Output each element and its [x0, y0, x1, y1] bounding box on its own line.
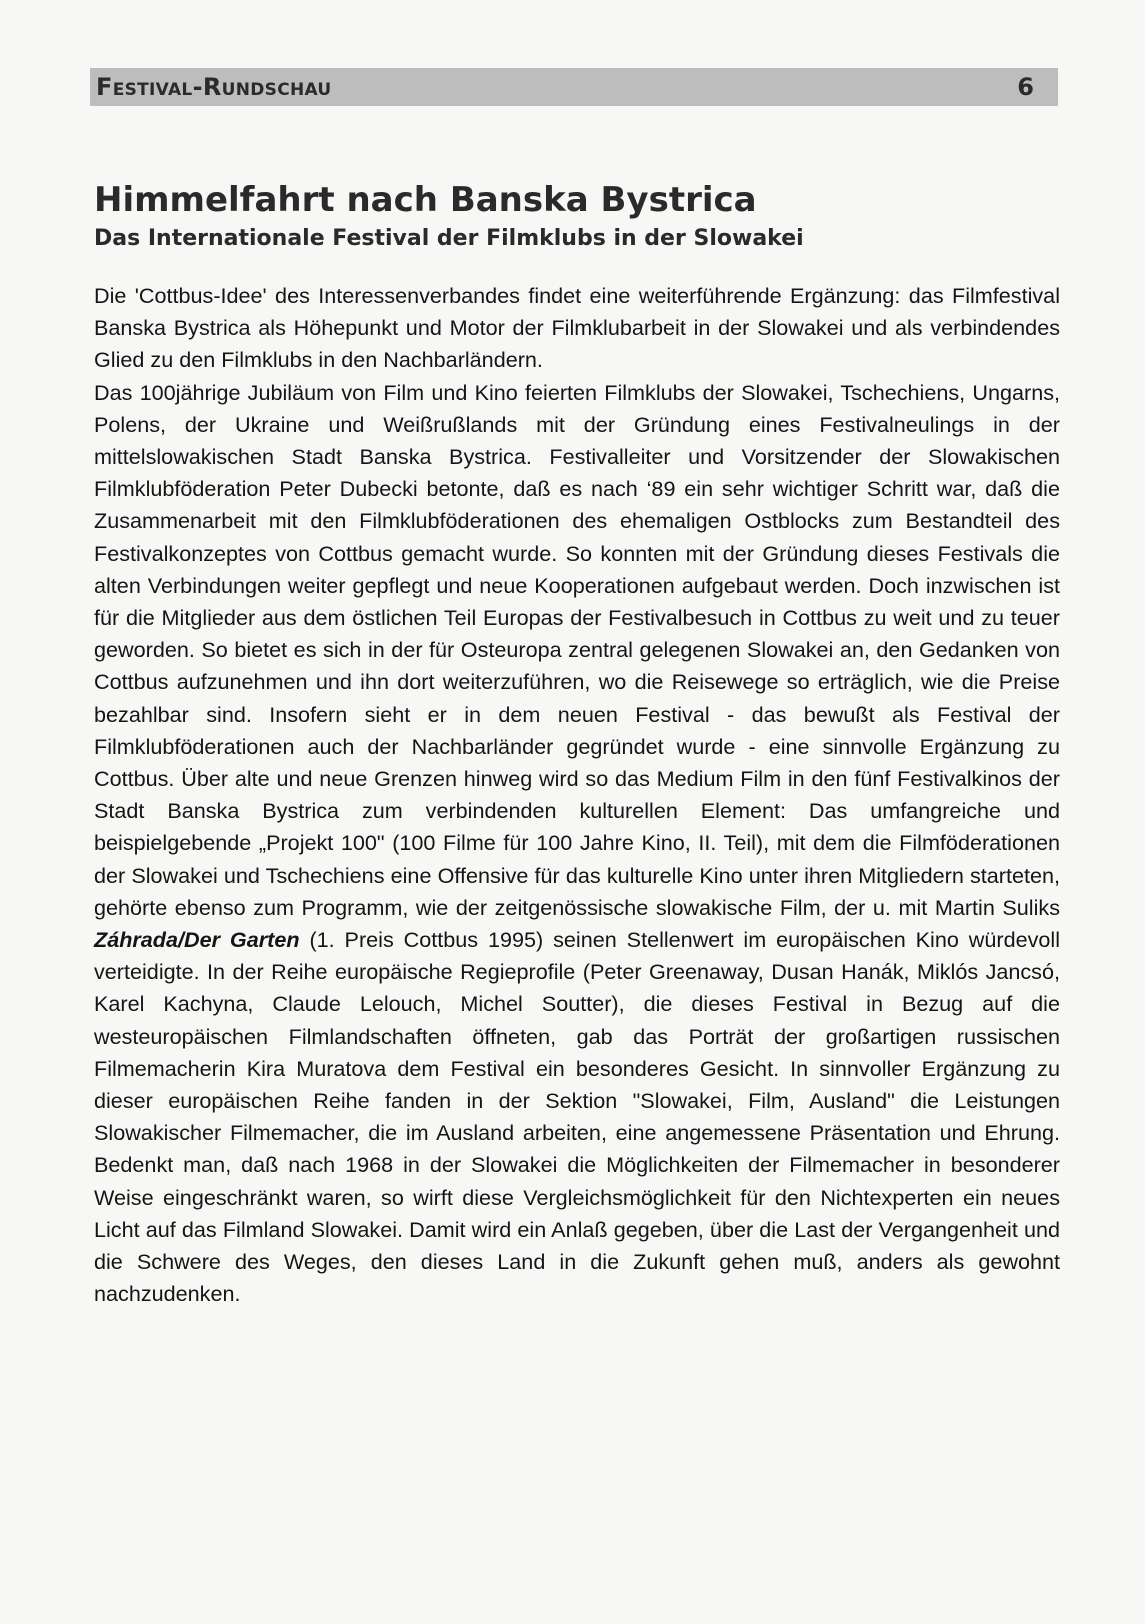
- section-title: Festival-Rundschau: [96, 73, 332, 101]
- page-header-bar: [90, 68, 1058, 106]
- article-body: [94, 280, 1060, 1311]
- paragraph-text: (1. Preis Cottbus 1995) seinen Stellenwert im europäischen Kino würdevoll verteidigte. In der Reihe europäische Regieprofile (Peter Greenaway, Dusan Hanák, Miklós Jancsó, Karel Kachyna, Claude Lelouch, Michel Soutter), die dieses Festival in Bezug auf die westeuropäischen Filmlandschaften öffneten, gab das Porträt der großartigen russischen Filmemacherin Kira Muratova dem Festival ein besonderes Gesicht. In sinnvoller Ergänzung zu dieser europäischen Reihe fanden in der Sektion "Slowakei, Film, Ausland" die Leistungen Slowakischer Filmemacher, die im Ausland arbeiten, eine angemessene Präsentation und Ehrung. Bedenkt man, daß nach 1968 in der Slowakei die Möglichkeiten der Filmemacher in besonderer Weise eingeschränkt waren, so wirft diese Vergleichsmöglichkeit für den Nichtexperten ein neues Licht auf das Filmland Slowakei. Damit wird ein Anlaß gegeben, über die Last der Vergangenheit und die Schwere des Weges, den dieses Land in die Zukunft gehen muß, anders als gewohnt nachzudenken.: [94, 927, 1061, 1307]
- film-title: Záhrada/Der Garten: [94, 927, 300, 953]
- paragraph: [94, 377, 1060, 1311]
- article-title: Himmelfahrt nach Banska Bystrica: [94, 180, 757, 220]
- article-subtitle: Das Internationale Festival der Filmklubs in der Slowakei: [94, 226, 804, 251]
- article: [94, 180, 1060, 1311]
- page-number: 6: [1017, 73, 1034, 101]
- paragraph: Die 'Cottbus-Idee' des Interessenverbandes findet eine weiterführende Ergänzung: das Filmfestival Banska Bystrica als Höhepunkt und Motor der Filmklubarbeit in der Slowakei und als verbindendes Glied zu den Filmklubs in den Nachbarländern.: [94, 283, 1060, 373]
- paragraph-text: Das 100jährige Jubiläum von Film und Kino feierten Filmklubs der Slowakei, Tschechiens, Ungarns, Polens, der Ukraine und Weißrußlands mit der Gründung eines Festivalneulings in der mittelslowakischen Stadt Banska Bystrica. Festivalleiter und Vorsitzender der Slowakischen Filmklubföderation Peter Dubecki betonte, daß es nach ‘89 ein sehr wichtiger Schritt war, daß die Zusammenarbeit mit den Filmklubföderationen des ehemaligen Ostblocks zum Bestandteil des Festivalkonzeptes von Cottbus gemacht wurde. So konnten mit der Gründung dieses Festivals die alten Verbindungen weiter gepflegt und neue Kooperationen aufgebaut werden. Doch inzwischen ist für die Mitglieder aus dem östlichen Teil Europas der Festivalbesuch in Cottbus zu weit und zu teuer geworden. So bietet es sich in der für Osteuropa zentral gelegenen Slowakei an, den Gedanken von Cottbus aufzunehmen und ihn dort weiterzuführen, wo die Reisewege so erträglich, wie die Preise bezahlbar sind. Insofern sieht er in dem neuen Festival - das bewußt als Festival der Filmklubföderationen auch der Nachbarländer gegründet wurde - eine sinnvolle Ergänzung zu Cottbus. Über alte und neue Grenzen hinweg wird so das Medium Film in den fünf Festivalkinos der Stadt Banska Bystrica zum verbindenden kulturellen Element: Das umfangreiche und beispielgebende „Projekt 100" (100 Filme für 100 Jahre Kino, II. Teil), mit dem die Filmföderationen der Slowakei und Tschechiens eine Offensive für das kulturelle Kino unter ihren Mitgliedern starteten, gehörte ebenso zum Programm, wie der zeitgenössische slowakische Film, der u. mit Martin Suliks: [94, 379, 1060, 920]
